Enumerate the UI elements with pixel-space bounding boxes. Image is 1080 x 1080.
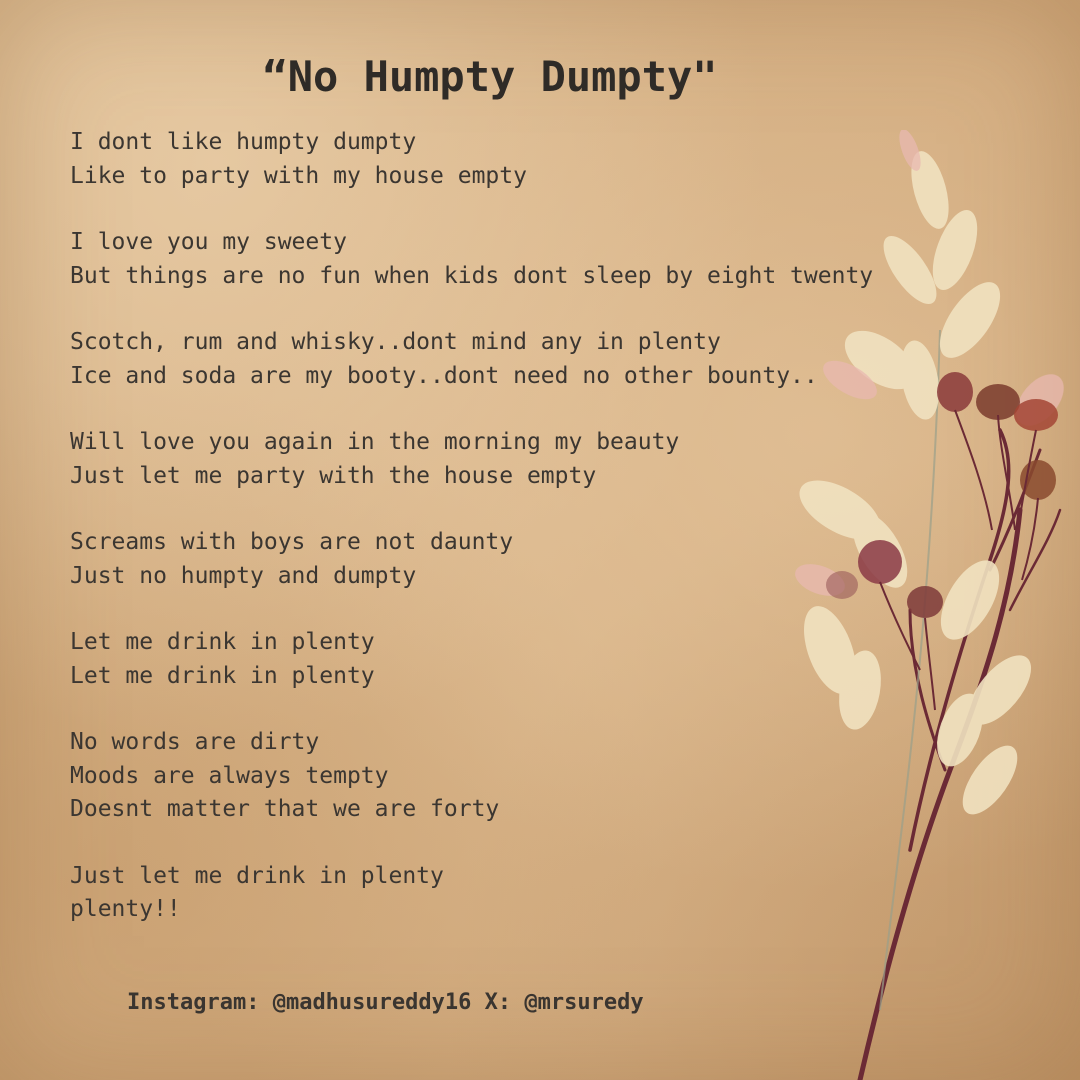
poem-line: Screams with boys are not daunty [70,529,514,555]
poem-line: I dont like humpty dumpty [70,129,417,155]
poem-line: Doesnt matter that we are forty [70,796,500,822]
instagram-handle: @madhusureddy16 [272,990,472,1015]
poem-line: Just let me drink in plenty [70,862,444,889]
poem-title: “No Humpty Dumpty" [262,52,718,101]
instagram-label: Instagram: [127,990,260,1015]
poem-line: plenty!! [70,896,181,922]
poem-line: I love you my sweety [70,229,347,255]
x-label: X: [484,990,512,1015]
poem-line: But things are no fun when kids dont sleep by eight twenty [70,262,874,289]
x-handle: @mrsuredy [524,990,644,1015]
dried-flower-stem-icon [760,130,1080,1080]
poem-line: Moods are always tempty [70,762,389,789]
poem-line: Ice and soda are my booty..dont need no other bounty.. [70,362,818,389]
poem-line: Let me drink in plenty [70,629,375,655]
poem-line: Scotch, rum and whisky..dont mind any in plenty [70,329,721,355]
poem-line: Just let me party with the house empty [70,462,597,489]
poem-line: Let me drink in plenty [70,662,375,689]
social-credits [127,990,644,1015]
poem-line: No words are dirty [70,729,320,755]
poem-line: Will love you again in the morning my beauty [70,429,680,455]
poem-line: Like to party with my house empty [70,162,527,189]
poem-line: Just no humpty and dumpty [70,562,417,589]
